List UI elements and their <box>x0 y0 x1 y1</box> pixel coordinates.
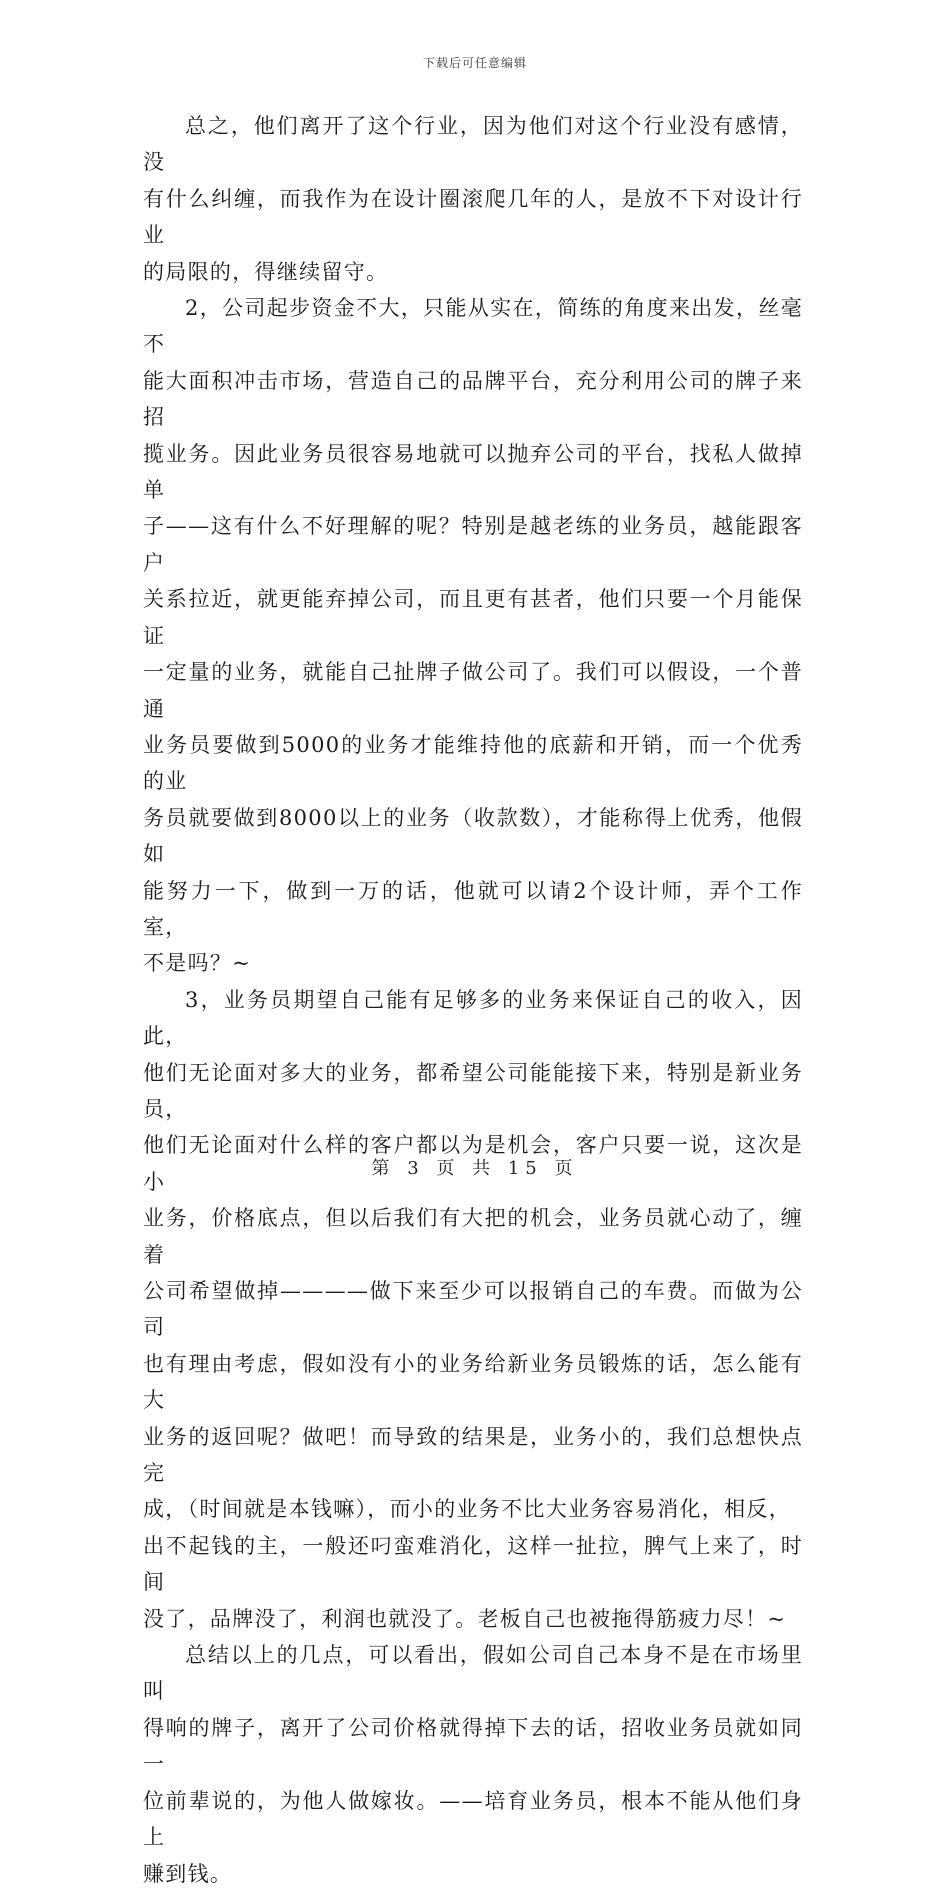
text-line: 位前辈说的，为他人做嫁妆。——培育业务员，根本不能从他们身上 <box>143 1788 803 1850</box>
text-line: 能努力一下，做到一万的话，他就可以请2个设计师，弄个工作室， <box>143 878 803 939</box>
text-line: 3，业务员期望自己能有足够多的业务来保证自己的收入，因此， <box>143 987 803 1049</box>
page-header-note: 下载后可任意编辑 <box>422 56 527 70</box>
paragraph-point-3 <box>143 982 803 1637</box>
text-line: 成，（时间就是本钱嘛），而小的业务不比大业务容易消化，相反， <box>143 1497 791 1522</box>
text-line: 业务员要做到5000的业务才能维持他的底薪和开销，而一个优秀的业 <box>143 732 803 794</box>
text-line: 得响的牌子，离开了公司价格就得掉下去的话，招收业务员就如同一 <box>143 1715 803 1777</box>
text-line: 也有理由考虑，假如没有小的业务给新业务员锻炼的话，怎么能有大 <box>143 1351 803 1413</box>
text-line: 没了，品牌没了，利润也就没了。老板自己也被拖得筋疲力尽！~ <box>143 1606 787 1631</box>
text-line: 2，公司起步资金不大，只能从实在，简练的角度来出发，丝毫不 <box>143 296 803 357</box>
text-line: 揽业务。因此业务员很容易地就可以抛弃公司的平台，找私人做掉单 <box>143 441 803 503</box>
paragraph-summary <box>143 1637 803 1892</box>
text-line: 总结以上的几点，可以看出，假如公司自己本身不是在市场里叫 <box>143 1643 803 1704</box>
paragraph-conclusion-intro <box>143 108 803 290</box>
text-line: 他们无论面对什么样的客户都以为是机会，客户只要一说，这次是小 <box>143 1133 803 1194</box>
text-line: 有什么纠缠，而我作为在设计圈滚爬几年的人，是放不下对设计行业 <box>143 186 803 248</box>
text-line: 的局限的，得继续留守。 <box>143 259 389 284</box>
text-line: 能大面积冲击市场，营造自己的品牌平台，充分利用公司的牌子来招 <box>143 368 803 430</box>
text-line: 一定量的业务，就能自己扯牌子做公司了。我们可以假设，一个普通 <box>143 660 803 721</box>
text-line: 子——这有什么不好理解的呢？特别是越老练的业务员，越能跟客户 <box>143 514 803 575</box>
text-line: 公司希望做掉————做下来至少可以报销自己的车费。而做为公司 <box>143 1279 803 1340</box>
text-line: 总之，他们离开了这个行业，因为他们对这个行业没有感情，没 <box>143 114 803 175</box>
text-line: 业务的返回呢？做吧！而导致的结果是，业务小的，我们总想快点完 <box>143 1424 803 1486</box>
text-line: 不是吗？~ <box>143 951 252 976</box>
paragraph-point-2 <box>143 290 803 982</box>
text-line: 业务，价格底点，但以后我们有大把的机会，业务员就心动了，缠着 <box>143 1206 803 1267</box>
text-line: 赚到钱。 <box>143 1861 233 1886</box>
text-line: 关系拉近，就更能弃掉公司，而且更有甚者，他们只要一个月能保证 <box>143 587 803 648</box>
text-line: 他们无论面对多大的业务，都希望公司能能接下来，特别是新业务员， <box>143 1060 803 1121</box>
page-number: 第 3 页 共 15 页 <box>371 1158 579 1179</box>
document-body <box>143 108 803 1892</box>
text-line: 出不起钱的主，一般还叼蛮难消化，这样一扯拉，脾气上来了，时间 <box>143 1533 803 1595</box>
text-line: 务员就要做到8000以上的业务（收款数），才能称得上优秀，他假如 <box>143 805 803 867</box>
